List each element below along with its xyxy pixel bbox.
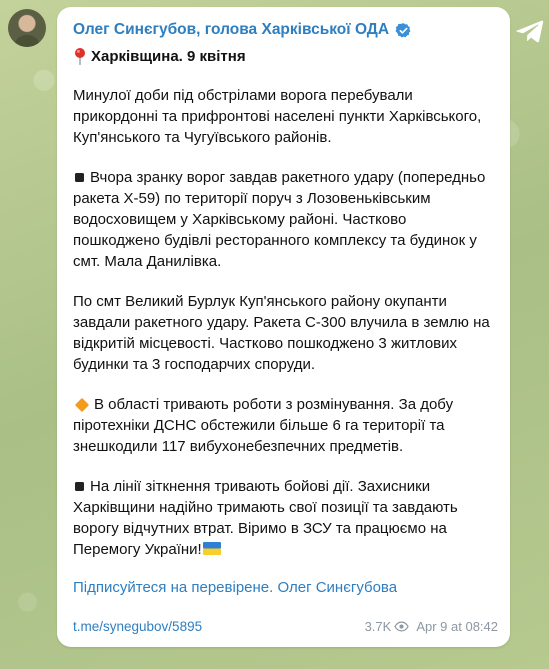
view-count: 3.7K <box>364 619 392 634</box>
paragraph-3: По смт Великий Бурлук Куп'янського району окупанти завдали ракетного удару. Ракета С-300 влучила в землю на відкритій місцевості. Частково пошкоджено 3 житлових будинки та 3 господарчих споруди. <box>73 293 490 373</box>
paragraph-4 <box>73 394 494 457</box>
paragraph-1: Минулої доби під обстрілами ворога перебували прикордонні та прифронтові населені пункти Харківського, Куп'янського та Чугуївського районів. <box>73 87 482 146</box>
message-card <box>57 7 510 647</box>
telegram-share-icon[interactable] <box>515 16 545 46</box>
subscribe-link[interactable]: Підписуйтеся на перевірене. Олег Синєгубова <box>73 579 398 596</box>
post-time: Apr 9 at 08:42 <box>416 619 498 634</box>
channel-name[interactable]: Олег Синєгубов, голова Харківської ОДА <box>73 21 390 38</box>
black-square-icon <box>75 173 84 182</box>
eye-icon <box>394 621 409 632</box>
message-header <box>73 18 494 42</box>
verified-check-icon <box>395 22 412 39</box>
channel-avatar[interactable] <box>8 9 46 47</box>
paragraph-5 <box>73 476 494 560</box>
post-subtitle <box>73 47 494 65</box>
subtitle-text: Харківщина. 9 квітня <box>91 47 246 65</box>
paragraph-2 <box>73 167 494 272</box>
message-footer <box>73 619 498 634</box>
orange-diamond-icon <box>75 397 89 411</box>
ukraine-flag-icon <box>203 542 221 555</box>
message-body <box>73 85 494 560</box>
post-link[interactable]: t.me/synegubov/5895 <box>73 619 203 634</box>
round-pushpin-icon <box>73 47 87 65</box>
paragraph-5-text: На лінії зіткнення тривають бойові дії. Захисники Харківщини надійно тримають свої позиції та завдають ворогу відчутних втрат. Віримо в ЗСУ та працюємо на Перемогу України! <box>73 478 458 558</box>
paragraph-2-text: Вчора зранку ворог завдав ракетного удару (попередньо ракета Х-59) по території поруч з Лозовеньківським водосховищем у Харківському районі. Частково пошкоджено будівлі ресторанного комплексу та будинок у смт. Мала Данилівка. <box>73 169 486 270</box>
paragraph-4-text: В області тривають роботи з розмінування. За добу піротехніки ДСНС обстежили більше 6 га території та знешкодили 117 вибухонебезпечних предметів. <box>73 396 454 455</box>
black-square-icon <box>75 482 84 491</box>
